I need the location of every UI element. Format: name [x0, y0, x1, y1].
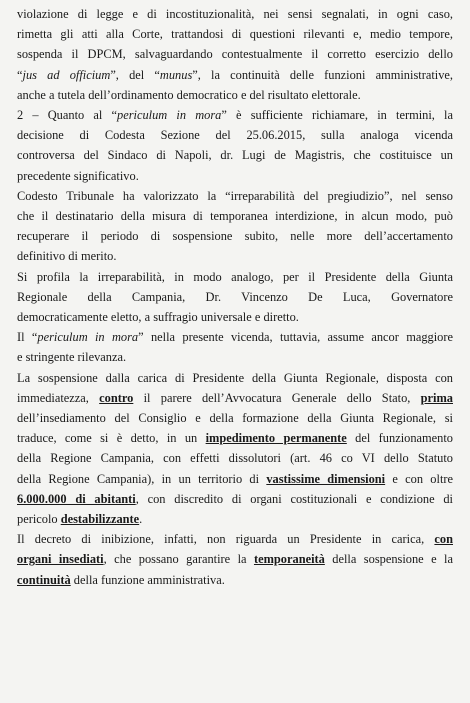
- emphasized-text: temporaneità: [253, 552, 325, 567]
- text-segment: e stringente rilevanza.: [17, 350, 127, 365]
- text-segment: Il “: [17, 330, 38, 345]
- text-line: [17, 570, 453, 590]
- text-segment: della funzione amministrativa.: [70, 572, 225, 587]
- text-segment: .: [139, 512, 143, 527]
- text-segment: controversa del Sindaco di Napoli, dr. Lugi de Magistris, che costituisce un: [17, 148, 453, 163]
- text-segment: della sospensione e la: [324, 552, 453, 567]
- paragraph: [17, 368, 453, 530]
- text-line: [17, 287, 453, 307]
- text-segment: , con discredito di organi costituzionali e condizione di: [135, 491, 453, 506]
- text-segment: ” nella presente vicenda, tuttavia, assume ancor maggiore: [138, 330, 453, 345]
- text-segment: recuperare il periodo di sospensione subito, nelle more dell’accertamento: [17, 229, 453, 244]
- text-line: [17, 246, 453, 266]
- emphasized-text: 6.000.000 di abitanti: [17, 491, 136, 506]
- text-segment: precedente significativo.: [17, 168, 139, 183]
- text-segment: 2 –: [17, 108, 48, 123]
- text-segment: che il destinatario della misura di temporanea interdizione, in alcun modo, può: [17, 209, 453, 224]
- text-line: [17, 125, 453, 145]
- text-line: [17, 347, 453, 367]
- text-segment: , che possano garantire la: [103, 552, 254, 567]
- text-segment: ”, del “: [110, 67, 160, 82]
- text-line: [17, 549, 453, 569]
- text-line: [17, 65, 453, 85]
- emphasized-text: vastissime dimensioni: [266, 471, 386, 486]
- text-line: [17, 307, 453, 327]
- text-line: [17, 428, 453, 448]
- text-line: [17, 529, 453, 549]
- text-line: [17, 448, 453, 468]
- text-segment: della Regione Campania, con effetti dissolutori (art. 46 co VI dello Statuto: [17, 451, 453, 466]
- italic-text: periculum in mora: [117, 108, 222, 123]
- text-line: [17, 105, 453, 125]
- text-segment: Codesto Tribunale ha valorizzato la “irreparabilità del pregiudizio”, nel senso: [17, 188, 453, 203]
- paragraph: [17, 186, 453, 267]
- text-line: [17, 166, 453, 186]
- italic-text: periculum in mora: [37, 330, 139, 345]
- text-segment: dell’insediamento del Consiglio e della formazione della Giunta Regionale, si: [17, 411, 453, 426]
- text-line: [17, 408, 453, 428]
- emphasized-text: organi insediati: [17, 552, 104, 567]
- text-segment: ”, la continuità delle funzioni amministrative,: [192, 67, 454, 82]
- paragraph: [17, 327, 453, 367]
- emphasized-text: contro: [99, 390, 134, 405]
- italic-text: munus: [159, 67, 193, 82]
- text-line: [17, 44, 453, 64]
- emphasized-text: prima: [420, 390, 453, 405]
- text-segment: decisione di Codesta Sezione del 25.06.2015, sulla analoga vicenda: [17, 128, 453, 143]
- text-segment: “: [17, 67, 23, 82]
- text-segment: violazione di legge e di incostituzionalità, nei sensi segnalati, in ogni caso,: [17, 7, 453, 21]
- emphasized-text: impedimento permanente: [205, 431, 347, 446]
- text-segment: della Regione Campania), in un territorio di: [17, 471, 267, 486]
- text-segment: anche a tutela dell’ordinamento democratico e del risultato elettorale.: [17, 87, 361, 102]
- text-segment: il parere dell’Avvocatura Generale dello Stato,: [133, 390, 421, 405]
- text-line: [17, 145, 453, 165]
- text-segment: traduce, come si è detto, in un: [17, 431, 206, 446]
- text-segment: democraticamente eletto, a suffragio universale e diretto.: [17, 310, 299, 325]
- text-line: [17, 267, 453, 287]
- text-segment: pericolo: [17, 512, 61, 527]
- text-line: [17, 85, 453, 105]
- text-segment: definitivo di merito.: [17, 249, 117, 264]
- text-segment: sospenda il DPCM, salvaguardando contestualmente il corretto esercizio dello: [17, 47, 453, 62]
- paragraph: [17, 267, 453, 328]
- emphasized-text: destabilizzante: [60, 512, 140, 527]
- text-line: [17, 4, 453, 24]
- text-line: [17, 186, 453, 206]
- paragraph: [17, 105, 453, 186]
- emphasized-text: continuità: [17, 572, 71, 587]
- text-line: [17, 489, 453, 509]
- text-segment: Si profila la irreparabilità, in modo analogo, per il Presidente della Giunta: [17, 269, 453, 284]
- italic-text: jus ad officium: [22, 67, 111, 82]
- text-segment: La sospensione dalla carica di Presidente della Giunta Regionale, disposta con: [17, 370, 453, 385]
- text-line: [17, 206, 453, 226]
- paragraph: [17, 4, 453, 105]
- paragraph: [17, 529, 453, 590]
- text-line: [17, 469, 453, 489]
- text-line: [17, 509, 453, 529]
- text-segment: Quanto al “: [47, 108, 117, 123]
- text-segment: Il decreto di inibizione, infatti, non riguarda un Presidente in carica,: [17, 532, 435, 547]
- document-body: [17, 4, 453, 590]
- text-segment: rimetta gli atti alla Corte, trattandosi di questioni rilevanti e, medio tempore,: [17, 27, 453, 42]
- text-segment: del funzionamento: [346, 431, 453, 446]
- text-line: [17, 388, 453, 408]
- text-segment: immediatezza,: [17, 390, 100, 405]
- text-line: [17, 24, 453, 44]
- text-segment: ” è sufficiente richiamare, in termini, la: [221, 108, 454, 123]
- text-line: [17, 226, 453, 246]
- text-line: [17, 327, 453, 347]
- text-line: [17, 368, 453, 388]
- emphasized-text: con: [434, 532, 453, 547]
- text-segment: e con oltre: [385, 471, 454, 486]
- text-segment: Regionale della Campania, Dr. Vincenzo De Luca, Governatore: [17, 289, 453, 304]
